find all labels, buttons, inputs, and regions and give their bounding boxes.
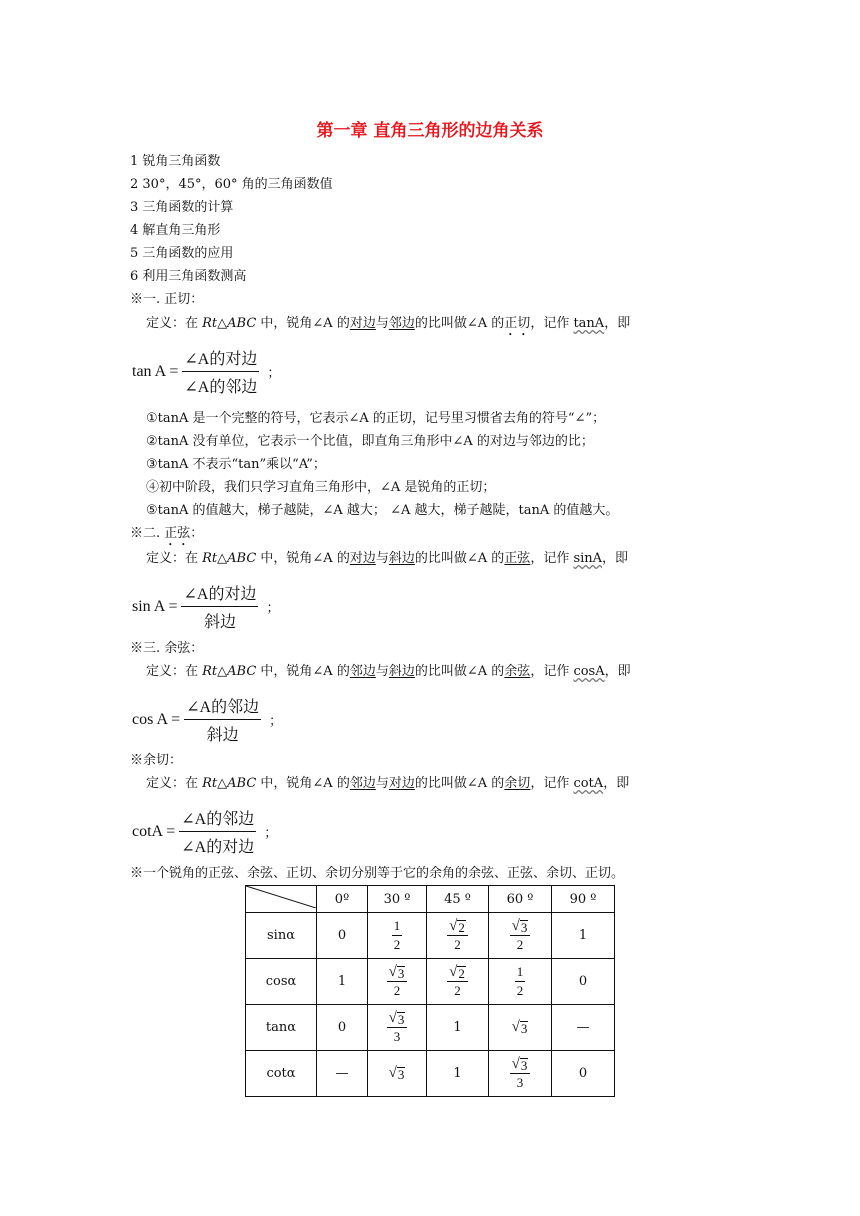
table-cell: 1 [427, 1051, 489, 1097]
table-cell [368, 1005, 427, 1051]
fraction: √ 2 2 [447, 918, 468, 953]
fraction: √ 3 2 [510, 918, 531, 953]
table-row [246, 1005, 615, 1051]
fraction: $\frac{1}{2}$ [516, 964, 524, 998]
toc-item: 1 锐角三角函数 [130, 154, 221, 169]
tangent-heading: ※一. 正切： [130, 292, 204, 307]
fraction: √ 3 3 [510, 1056, 531, 1091]
tangent-note: ④初中阶段，我们只学习直角三角形中，∠A 是锐角的正切； [146, 480, 496, 495]
angle-header: 60 º [489, 886, 552, 913]
cosine-heading: ※三. 余弦： [130, 641, 204, 656]
angle-header: 90 º [552, 886, 615, 913]
toc-item: 2 30°，45°，60° 角的三角函数值 [130, 177, 333, 192]
table-cell [368, 913, 427, 959]
table-cell [489, 959, 552, 1005]
table-cell [489, 1051, 552, 1097]
table-cell: — [317, 1051, 368, 1097]
corner-cell [246, 886, 317, 913]
cotangent-formula: cotA = $\frac{\text{∠A的邻边}}{\text{∠A的对边}}$ ； [132, 806, 277, 857]
tangent-note: ③tanA 不表示“tan”乘以“A”； [146, 457, 326, 472]
function-label: sinα [246, 913, 317, 959]
toc-item: 3 三角函数的计算 [130, 200, 234, 215]
toc-item: 5 三角函数的应用 [130, 246, 234, 261]
tangent-note: ⑤tanA 的值越大，梯子越陡，∠A 越大； ∠A 越大，梯子越陡，tanA 的值越大。 [146, 503, 619, 518]
sqrt: √ 2 [449, 918, 465, 935]
sqrt: √ 3 [388, 964, 405, 981]
table-cell [368, 959, 427, 1005]
toc-item: 4 解直角三角形 [130, 223, 221, 238]
angle-header: 45 º [427, 886, 489, 913]
table-cell [489, 1005, 552, 1051]
function-label: tanα [246, 1005, 317, 1051]
table-cell: 1 [552, 913, 615, 959]
tangent-definition: 定义：在 Rt△ABC 中，锐角∠A 的对边与邻边的比叫做∠A 的正切，记作 tanA，即 [146, 316, 631, 331]
cosine-formula: cos A = $\frac{\text{∠A的邻边}}{\text{斜边}}$ ； [132, 694, 282, 745]
table-row [246, 959, 615, 1005]
page-title: 第一章 直角三角形的边角关系 [316, 121, 544, 141]
sine-heading: ※二. 正弦： [130, 526, 204, 541]
table-cell: 0 [317, 1005, 368, 1051]
diagonal-divider [246, 886, 316, 908]
sqrt: √ 3 [388, 1010, 405, 1027]
table-cell: 1 [317, 959, 368, 1005]
table-cell: 0 [317, 913, 368, 959]
tangent-note: ②tanA 没有单位，它表示一个比值，即直角三角形中∠A 的对边与邻边的比； [146, 434, 594, 449]
cotangent-heading: ※余切： [130, 753, 183, 768]
fraction: √ 2 2 [447, 964, 468, 999]
sine-definition: 定义：在 Rt△ABC 中，锐角∠A 的对边与斜边的比叫做∠A 的正弦，记作 sinA，即 [146, 551, 629, 566]
angle-header: 30 º [368, 886, 427, 913]
table-cell: 1 [427, 1005, 489, 1051]
table-cell: — [552, 1005, 615, 1051]
tangent-note: ①tanA 是一个完整的符号，它表示∠A 的正切，记号里习惯省去角的符号“∠”； [146, 411, 606, 426]
trig-values-table [245, 885, 615, 1097]
sqrt: √ 2 [449, 964, 465, 981]
sine-formula: sin A = $\frac{\text{∠A的对边}}{\text{斜边}}$ ； [132, 581, 279, 632]
angle-header: 0º [317, 886, 368, 913]
cotangent-definition: 定义：在 Rt△ABC 中，锐角∠A 的邻边与对边的比叫做∠A 的余切，记作 cotA，即 [146, 776, 630, 791]
cosine-definition: 定义：在 Rt△ABC 中，锐角∠A 的邻边与斜边的比叫做∠A 的余弦，记作 cosA，即 [146, 664, 631, 679]
fraction: √ 3 2 [387, 964, 408, 999]
function-label: cotα [246, 1051, 317, 1097]
table-header-row [246, 886, 615, 913]
table-cell: 0 [552, 959, 615, 1005]
fraction: √ 3 3 [387, 1010, 408, 1045]
sqrt: √ 3 [511, 918, 528, 935]
table-cell [368, 1051, 427, 1097]
sqrt: √ 3 [511, 1019, 528, 1036]
toc-item: 6 利用三角函数测高 [130, 269, 247, 284]
table-row [246, 1051, 615, 1097]
table-row [246, 913, 615, 959]
sqrt: √ 3 [511, 1056, 528, 1073]
table-cell [427, 959, 489, 1005]
tangent-formula: tan A = $\frac{\text{∠A的对边}}{\text{∠A的邻边}}$ ； [132, 346, 280, 397]
table-cell [489, 913, 552, 959]
table-cell: 0 [552, 1051, 615, 1097]
sqrt: √ 3 [388, 1065, 405, 1082]
complement-note: ※一个锐角的正弦、余弦、正切、余切分别等于它的余角的余弦、正弦、余切、正切。 [130, 866, 625, 881]
table-cell [427, 913, 489, 959]
function-label: cosα [246, 959, 317, 1005]
fraction: $\frac{1}{2}$ [393, 918, 401, 952]
